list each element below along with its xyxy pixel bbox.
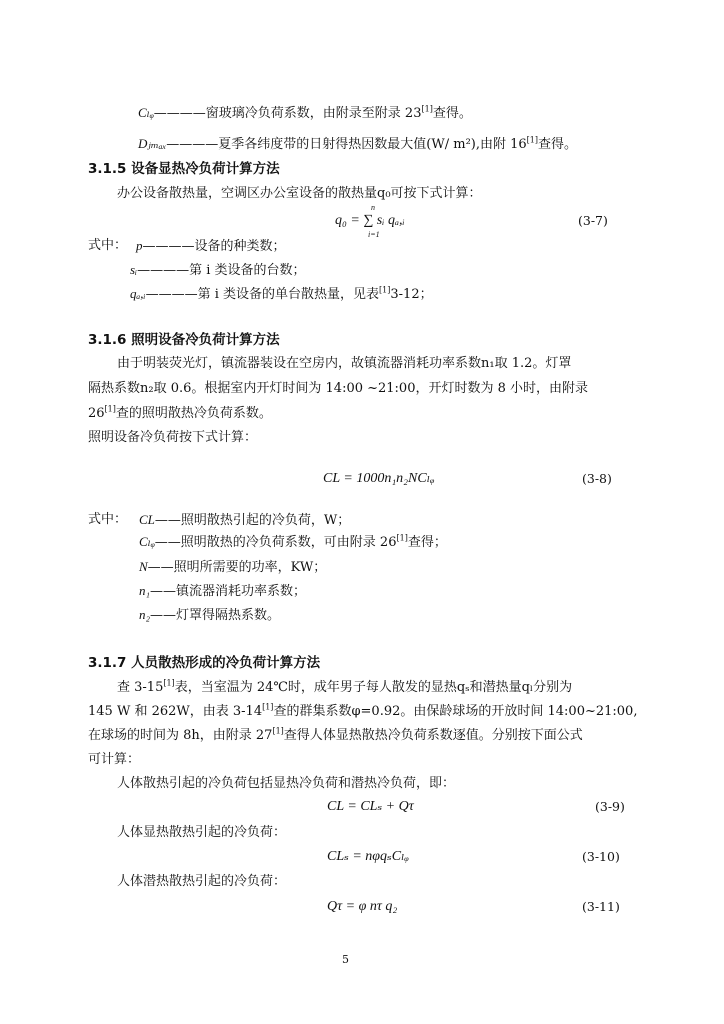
formula-3-8: CL = 1000n₁n₂NCₗᵩ <box>323 471 435 486</box>
equation-number-3-7: (3-7) <box>578 213 608 228</box>
formula-3-7 <box>335 212 405 230</box>
def-text: ————设备的种类数； <box>142 239 286 254</box>
symbol: n₂ <box>139 607 151 622</box>
formula-3-9: CL = CLₛ + Qτ <box>327 799 414 814</box>
def-row-p <box>136 237 286 256</box>
paragraph-line: 照明设备冷负荷按下式计算： <box>88 430 258 445</box>
def-tail: 查得。 <box>538 137 578 152</box>
citation: [1] <box>163 678 175 688</box>
text-part: 145 W 和 262W，由表 3-14 <box>88 704 263 719</box>
section-heading-3-1-6: 3.1.6 照明设备冷负荷计算方法 <box>88 332 280 348</box>
citation: [1] <box>396 533 408 543</box>
symbol: n₁ <box>139 583 151 598</box>
citation: [1] <box>104 404 116 414</box>
page-number: 5 <box>342 953 349 966</box>
paragraph-line: 人体散热引起的冷负荷包括显热冷负荷和潜热冷负荷，即： <box>117 776 456 791</box>
symbol: N <box>139 559 148 574</box>
where-label: 式中： <box>88 238 128 253</box>
formula-3-10: CLₛ = nφqₛCₗᵩ <box>327 849 409 864</box>
paragraph-line <box>88 405 272 423</box>
def-row-n1 <box>139 582 306 601</box>
text-part: 26 <box>88 406 105 421</box>
equation-number-3-9: (3-9) <box>595 799 625 814</box>
text-part: 表，当室温为 24℃时，成年男子每人散发的显热qₛ和潜热量qₗ分别为 <box>174 680 573 695</box>
def-row-n <box>139 558 326 577</box>
text-part: 查的照明散热冷负荷系数。 <box>115 406 272 421</box>
paragraph-line <box>117 679 572 697</box>
citation: [1] <box>262 702 274 712</box>
def-tail: 查得； <box>407 535 447 550</box>
sum-lower-limit: i=1 <box>368 230 380 239</box>
paragraph-line: 可计算： <box>88 752 141 767</box>
citation: [1] <box>421 104 433 114</box>
citation: [1] <box>272 726 284 736</box>
def-row-qai <box>130 285 433 304</box>
paragraph-line <box>88 703 637 721</box>
def-tail: 查得。 <box>432 106 472 121</box>
sum-upper-limit: n <box>371 203 375 212</box>
symbol: Cₗᵩ <box>138 105 154 120</box>
def-row-si <box>130 261 306 280</box>
paragraph-line <box>88 727 583 745</box>
paragraph-intro: 办公设备散热量，空调区办公室设备的散热量q₀可按下式计算： <box>117 186 482 201</box>
where-label: 式中： <box>88 512 128 527</box>
symbol: Cₗᵩ <box>139 534 155 549</box>
text-part: 查的群集系数φ=0.92。由保龄球场的开放时间 14:00~21:00, <box>273 704 638 719</box>
symbol: p <box>136 238 143 253</box>
def-tail: 3-12； <box>390 287 433 302</box>
def-text: ————第 i 类设备的单台散热量，见表 <box>145 287 380 302</box>
def-text: ——灯罩得隔热系数。 <box>150 608 281 623</box>
def-text: ——照明散热引起的冷负荷，W； <box>154 513 351 528</box>
def-text: ——照明所需要的功率，KW； <box>147 560 327 575</box>
paragraph-line: 人体显热散热引起的冷负荷： <box>117 825 287 840</box>
symbol: sᵢ <box>130 262 138 277</box>
symbol: Dⱼₘₐₓ <box>138 136 167 151</box>
paragraph-line: 由于明装荧光灯，镇流器装设在空房内，故镇流器消耗功率系数n₁取 1.2。灯罩 <box>117 356 572 371</box>
formula-3-11: Qτ = φ nτ q₂ <box>327 899 398 914</box>
paragraph-line: 隔热系数n₂取 0.6。根据室内开灯时间为 14:00 ~21:00，开灯时数为 8 小时，由附录 <box>88 381 589 396</box>
def-text: ——镇流器消耗功率系数； <box>150 584 307 599</box>
equation-number-3-10: (3-10) <box>582 849 620 864</box>
def-row-clq-window <box>138 104 472 123</box>
symbol: qₐ,ᵢ <box>130 286 146 301</box>
def-row-cl <box>139 511 350 530</box>
def-text: ——照明散热的冷负荷系数，可由附录 26 <box>154 535 397 550</box>
def-row-n2 <box>139 606 280 625</box>
text-part: 查 3-15 <box>117 680 164 695</box>
def-row-clq <box>139 533 447 552</box>
section-heading-3-1-7: 3.1.7 人员散热形成的冷负荷计算方法 <box>88 655 321 671</box>
section-heading-3-1-5: 3.1.5 设备显热冷负荷计算方法 <box>88 161 280 177</box>
text-part: 在球场的时间为 8h，由附录 27 <box>88 728 273 743</box>
citation: [1] <box>379 285 391 295</box>
paragraph-line: 人体潜热散热引起的冷负荷： <box>117 874 287 889</box>
def-text: ————窗玻璃冷负荷系数，由附录至附录 23 <box>153 106 422 121</box>
equation-number-3-8: (3-8) <box>582 471 612 486</box>
formula-text: q₀ = ∑ sᵢ qₐ,ᵢ <box>335 213 405 228</box>
def-text: ————第 i 类设备的台数； <box>137 263 306 278</box>
symbol: CL <box>139 512 155 527</box>
def-text: ————夏季各纬度带的日射得热因数最大值(W/ m²),由附 16 <box>166 137 527 152</box>
def-row-djmax <box>138 135 577 154</box>
equation-number-3-11: (3-11) <box>582 899 620 914</box>
citation: [1] <box>526 135 539 145</box>
text-part: 查得人体显热散热冷负荷系数逐值。分别按下面公式 <box>283 728 583 743</box>
